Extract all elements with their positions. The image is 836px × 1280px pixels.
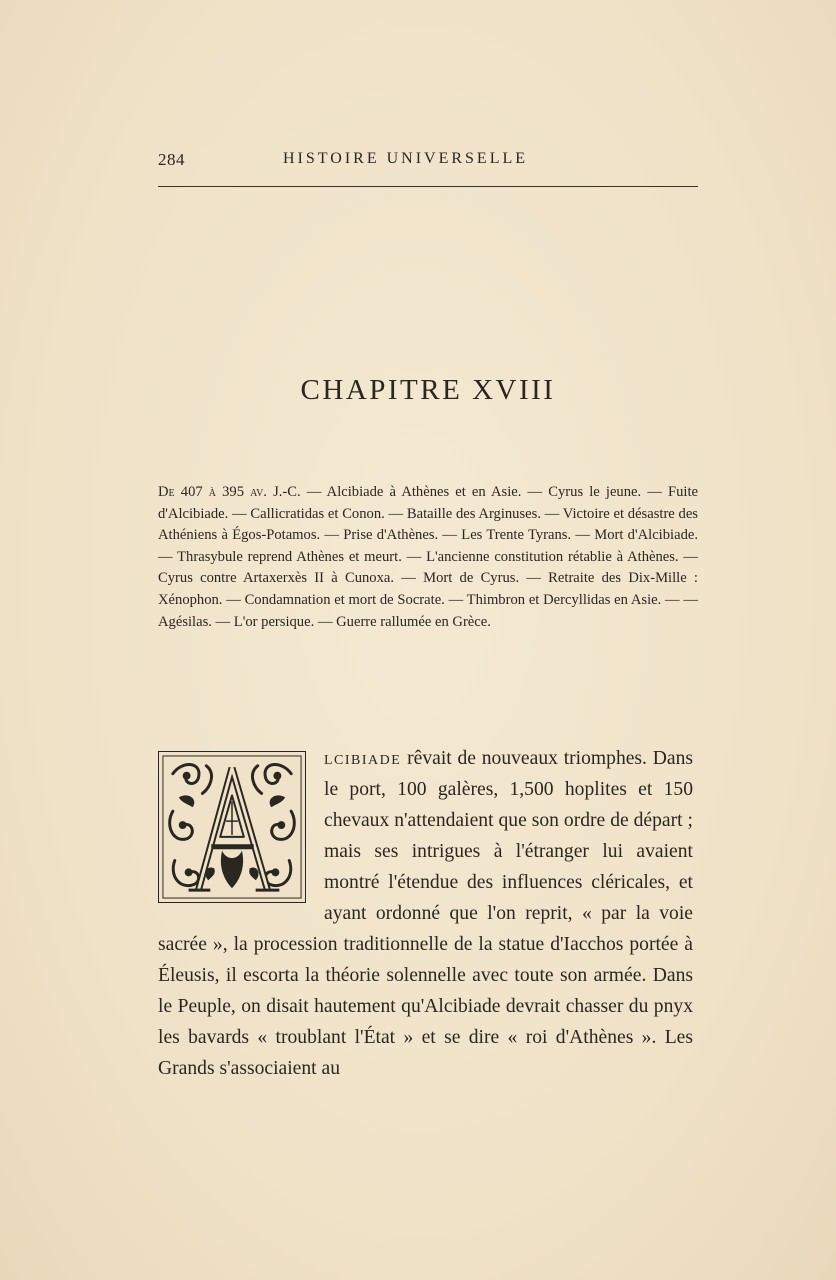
chapter-summary [158,482,698,633]
body-paragraph [158,743,693,1084]
body-text: rêvait de nouveaux triomphes. Dans le port, 100 galères, 1,500 hoplites et 150 chevaux n'attendaient que son ordre de départ ; mais ses intrigues à l'étranger lui avaient montré l'étendue des influences cléricales, et ayant ordonné que l'on reprit, « par la voie sacrée », la procession traditionnelle de la statue d'Iacchos portée à Éleusis, il escorta la théorie solennelle avec toute son armée. Dans le Peuple, on disait hautement qu'Alcibiade devrait chasser du pnyx les bavards « troublant l'État » et se dire « roi d'Athènes ». Les Grands s'associaient au [158,748,693,1079]
running-title: HISTOIRE UNIVERSELLE [283,150,529,167]
drop-cap-ornament-icon [159,752,305,902]
lead-word: lcibiade [324,748,402,769]
ornamental-drop-cap [158,751,306,903]
header-rule [158,186,698,187]
summary-text: — Alcibiade à Athènes et en Asie. — Cyrus le jeune. — Fuite d'Alcibiade. — Callicratidas et Conon. — Bataille des Arginuses. — Victoire et désastre des Athéniens à Égos-Potamos. — Prise d'Athènes. — Les Trente Tyrans. — Mort d'Alcibiade. — Thrasybule reprend Athènes et meurt. — L'ancienne constitution rétablie à Athènes. — Cyrus contre Artaxerxès II à Cunoxa. — Mort de Cyrus. — Retraite des Dix-Mille : Xénophon. — Condamnation et mort de Socrate. — Thimbron et Dercyllidas en Asie. — — Agésilas. — L'or persique. — Guerre rallumée en Grèce. [158,484,698,630]
page-header [158,148,698,176]
page-number: 284 [158,150,185,169]
summary-date-range: De 407 à 395 av. J.-C. [158,484,301,500]
chapter-title: CHAPITRE XVIII [300,374,556,406]
